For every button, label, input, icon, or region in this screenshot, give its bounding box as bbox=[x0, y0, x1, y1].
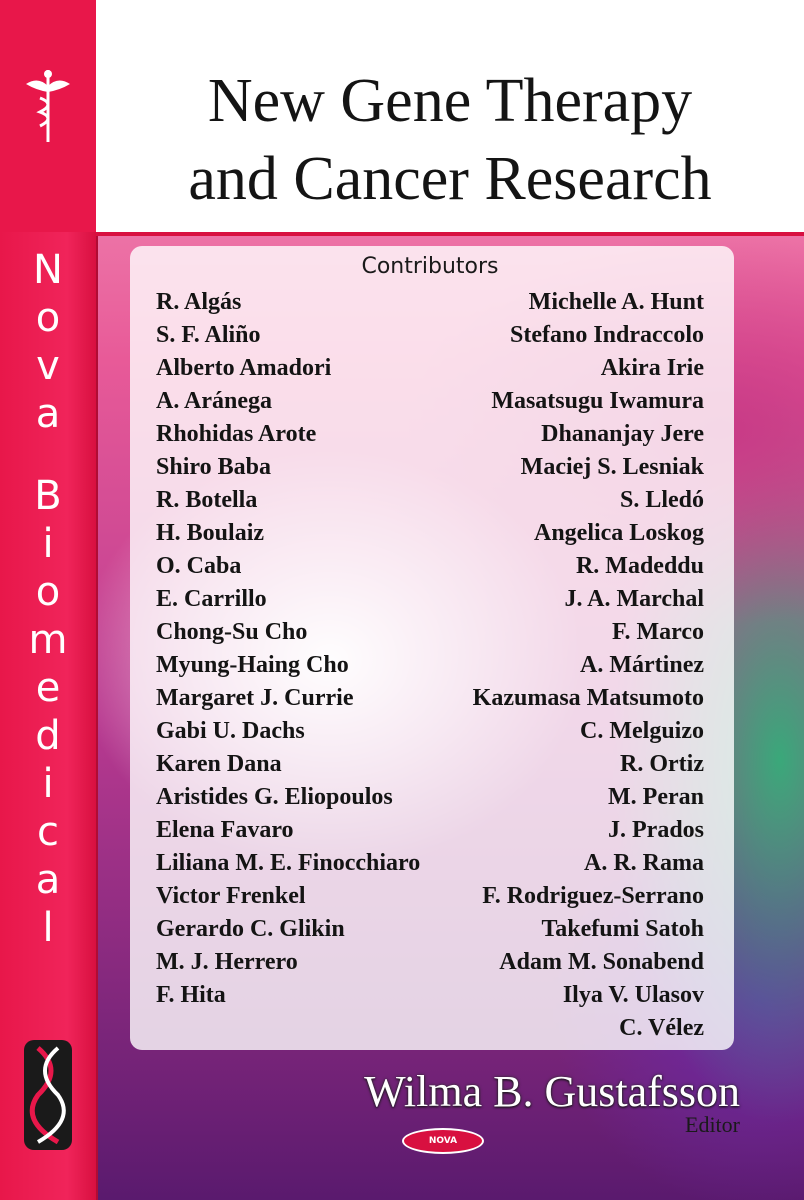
contributor-name: Angelica Loskog bbox=[533, 520, 704, 546]
publisher-logo: NOVA bbox=[402, 1128, 484, 1154]
series-letter: i bbox=[42, 761, 54, 807]
contributor-name: M. Peran bbox=[608, 784, 704, 810]
contributor-name: S. F. Aliño bbox=[156, 322, 261, 348]
spine bbox=[0, 0, 98, 1200]
caduceus-icon bbox=[22, 66, 74, 146]
contributor-name: Ilya V. Ulasov bbox=[562, 982, 704, 1008]
contributor-name: Takefumi Satoh bbox=[541, 916, 704, 942]
editor-label: Editor bbox=[685, 1112, 740, 1137]
contributor-name: Maciej S. Lesniak bbox=[520, 454, 704, 480]
contributor-name: Margaret J. Currie bbox=[156, 685, 354, 711]
contributor-name: J. A. Marchal bbox=[564, 586, 704, 612]
title-line-1: New Gene Therapy bbox=[207, 67, 693, 135]
contributor-name: A. R. Rama bbox=[584, 850, 704, 876]
contributor-name: O. Caba bbox=[156, 553, 242, 579]
contributor-name: R. Botella bbox=[156, 487, 258, 513]
series-letter: a bbox=[35, 391, 61, 437]
contributor-name: Gerardo C. Glikin bbox=[156, 916, 345, 942]
contributor-name: Victor Frenkel bbox=[156, 883, 306, 909]
contributor-name: Shiro Baba bbox=[156, 454, 271, 480]
series-letter: i bbox=[42, 521, 54, 567]
contributor-name: Stefano Indraccolo bbox=[510, 322, 704, 348]
contributor-name: A. Aránega bbox=[156, 388, 272, 414]
series-letter: c bbox=[37, 809, 59, 855]
series-letter: N bbox=[33, 247, 63, 293]
series-letter: o bbox=[35, 569, 61, 615]
dna-icon bbox=[24, 1040, 72, 1150]
contributor-name: C. Melguizo bbox=[580, 718, 704, 744]
series-letter: o bbox=[35, 295, 61, 341]
contributor-name: S. Lledó bbox=[619, 487, 704, 513]
contributor-name: R. Madeddu bbox=[575, 553, 704, 579]
contributor-name: F. Rodriguez-Serrano bbox=[482, 883, 704, 909]
contributor-name: J. Prados bbox=[608, 817, 704, 843]
contributor-name: R. Algás bbox=[156, 289, 242, 315]
contributor-name: Myung-Haing Cho bbox=[156, 652, 349, 678]
contributor-name: M. J. Herrero bbox=[156, 949, 298, 975]
contributor-name: F. Marco bbox=[612, 619, 704, 645]
contributor-name: Chong-Su Cho bbox=[156, 619, 308, 645]
contributor-name: Adam M. Sonabend bbox=[499, 949, 704, 975]
contributor-name: Masatsugu Iwamura bbox=[491, 388, 704, 414]
contributor-name: Liliana M. E. Finocchiaro bbox=[156, 850, 421, 876]
editor-name: Wilma B. Gustafsson bbox=[364, 1067, 740, 1116]
series-name bbox=[24, 246, 72, 952]
series-letter: m bbox=[28, 617, 68, 663]
contributor-name: E. Carrillo bbox=[156, 586, 267, 612]
contributor-name: F. Hita bbox=[156, 982, 226, 1008]
series-letter: v bbox=[36, 343, 60, 389]
series-letter: a bbox=[35, 857, 61, 903]
contributor-name: Rhohidas Arote bbox=[156, 421, 317, 447]
contributor-name: C. Vélez bbox=[619, 1015, 704, 1041]
contributor-name: Michelle A. Hunt bbox=[528, 289, 704, 315]
contributor-name: Alberto Amadori bbox=[156, 355, 332, 381]
series-letter: e bbox=[35, 665, 61, 711]
contributor-name: Kazumasa Matsumoto bbox=[472, 685, 704, 711]
series-letter: d bbox=[35, 713, 61, 759]
series-letter: l bbox=[42, 905, 54, 951]
contributor-name: Gabi U. Dachs bbox=[156, 718, 305, 744]
contributor-name: Karen Dana bbox=[156, 751, 282, 777]
contributor-name: Aristides G. Eliopoulos bbox=[156, 784, 393, 810]
title-line-2: and Cancer Research bbox=[188, 145, 712, 213]
contributor-name: H. Boulaiz bbox=[156, 520, 265, 546]
contributors-heading: Contributors bbox=[361, 254, 499, 279]
contributor-name: Akira Irie bbox=[600, 355, 704, 381]
contributors-right-column bbox=[404, 286, 704, 1045]
contributor-name: Dhananjay Jere bbox=[541, 421, 704, 447]
title-divider bbox=[96, 232, 804, 236]
contributor-name: A. Mártinez bbox=[580, 652, 704, 678]
series-letter: B bbox=[34, 473, 62, 519]
contributor-name: R. Ortiz bbox=[620, 751, 704, 777]
book-title bbox=[110, 62, 790, 218]
contributor-name: Elena Favaro bbox=[156, 817, 294, 843]
